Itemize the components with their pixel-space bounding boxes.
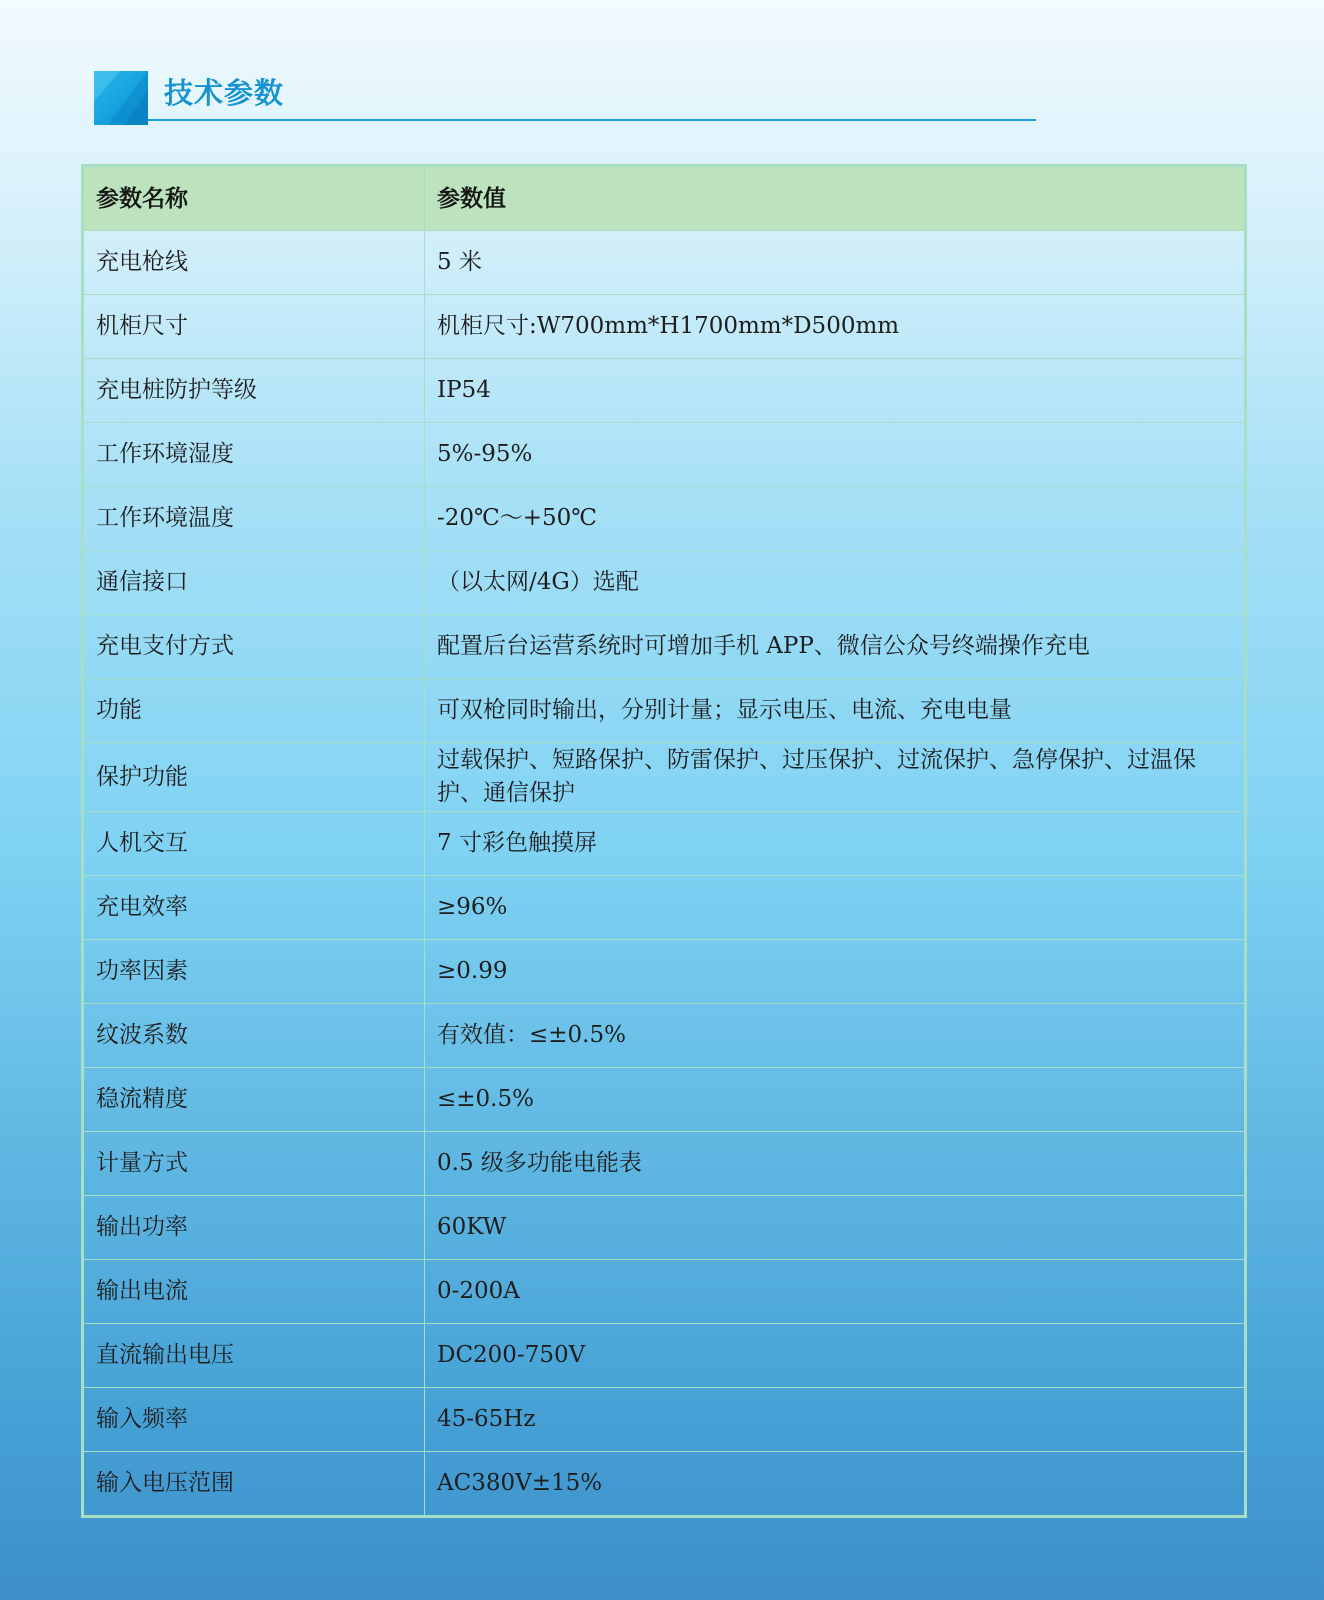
param-name: 工作环境温度 bbox=[83, 487, 425, 551]
param-name: 功率因素 bbox=[83, 940, 425, 1004]
param-value: 机柜尺寸:W700mm*H1700mm*D500mm bbox=[425, 295, 1246, 359]
param-value: 60KW bbox=[425, 1196, 1246, 1260]
param-name: 工作环境湿度 bbox=[83, 423, 425, 487]
table-row bbox=[83, 231, 1246, 295]
param-value: 45-65Hz bbox=[425, 1388, 1246, 1452]
param-name: 充电枪线 bbox=[83, 231, 425, 295]
param-value: DC200-750V bbox=[425, 1324, 1246, 1388]
spec-table bbox=[81, 164, 1247, 1518]
table-row bbox=[83, 940, 1246, 1004]
param-name: 充电桩防护等级 bbox=[83, 359, 425, 423]
param-value: ≥0.99 bbox=[425, 940, 1246, 1004]
param-name: 人机交互 bbox=[83, 812, 425, 876]
table-row bbox=[83, 812, 1246, 876]
param-value: 5%-95% bbox=[425, 423, 1246, 487]
param-name: 计量方式 bbox=[83, 1132, 425, 1196]
param-name: 机柜尺寸 bbox=[83, 295, 425, 359]
param-name: 稳流精度 bbox=[83, 1068, 425, 1132]
param-value: 可双枪同时输出，分别计量；显示电压、电流、充电电量 bbox=[425, 679, 1246, 743]
table-row bbox=[83, 551, 1246, 615]
param-value: ≥96% bbox=[425, 876, 1246, 940]
param-value: 0.5 级多功能电能表 bbox=[425, 1132, 1246, 1196]
table-row bbox=[83, 423, 1246, 487]
param-value: 7 寸彩色触摸屏 bbox=[425, 812, 1246, 876]
table-row bbox=[83, 1388, 1246, 1452]
param-name: 通信接口 bbox=[83, 551, 425, 615]
param-value: （以太网/4G）选配 bbox=[425, 551, 1246, 615]
param-value: -20℃～+50℃ bbox=[425, 487, 1246, 551]
column-header-value: 参数值 bbox=[425, 166, 1246, 231]
table-row bbox=[83, 487, 1246, 551]
param-value: 5 米 bbox=[425, 231, 1246, 295]
param-name: 充电支付方式 bbox=[83, 615, 425, 679]
table-row bbox=[83, 1452, 1246, 1517]
table-row bbox=[83, 1068, 1246, 1132]
param-name: 直流输出电压 bbox=[83, 1324, 425, 1388]
param-name: 输出功率 bbox=[83, 1196, 425, 1260]
table-row bbox=[83, 1324, 1246, 1388]
param-name: 纹波系数 bbox=[83, 1004, 425, 1068]
param-value: 配置后台运营系统时可增加手机 APP、微信公众号终端操作充电 bbox=[425, 615, 1246, 679]
table-row bbox=[83, 1132, 1246, 1196]
table-row bbox=[83, 679, 1246, 743]
param-name: 输入频率 bbox=[83, 1388, 425, 1452]
param-value: AC380V±15% bbox=[425, 1452, 1246, 1517]
section-header bbox=[94, 71, 1036, 125]
param-value: 过载保护、短路保护、防雷保护、过压保护、过流保护、急停保护、过温保护、通信保护 bbox=[425, 743, 1246, 812]
param-name: 充电效率 bbox=[83, 876, 425, 940]
param-value: ≤±0.5% bbox=[425, 1068, 1246, 1132]
param-value: 有效值：≤±0.5% bbox=[425, 1004, 1246, 1068]
param-name: 输出电流 bbox=[83, 1260, 425, 1324]
column-header-name: 参数名称 bbox=[83, 166, 425, 231]
table-row bbox=[83, 743, 1246, 812]
param-value: 0-200A bbox=[425, 1260, 1246, 1324]
table-row bbox=[83, 1196, 1246, 1260]
table-row bbox=[83, 876, 1246, 940]
table-row bbox=[83, 1004, 1246, 1068]
section-title: 技术参数 bbox=[164, 76, 285, 110]
table-row bbox=[83, 359, 1246, 423]
param-value: IP54 bbox=[425, 359, 1246, 423]
section-divider bbox=[148, 119, 1036, 121]
param-name: 功能 bbox=[83, 679, 425, 743]
table-row bbox=[83, 295, 1246, 359]
table-row bbox=[83, 1260, 1246, 1324]
table-row bbox=[83, 615, 1246, 679]
table-header-row bbox=[83, 166, 1246, 231]
section-square-icon bbox=[94, 71, 148, 125]
param-name: 输入电压范围 bbox=[83, 1452, 425, 1517]
param-name: 保护功能 bbox=[83, 743, 425, 812]
